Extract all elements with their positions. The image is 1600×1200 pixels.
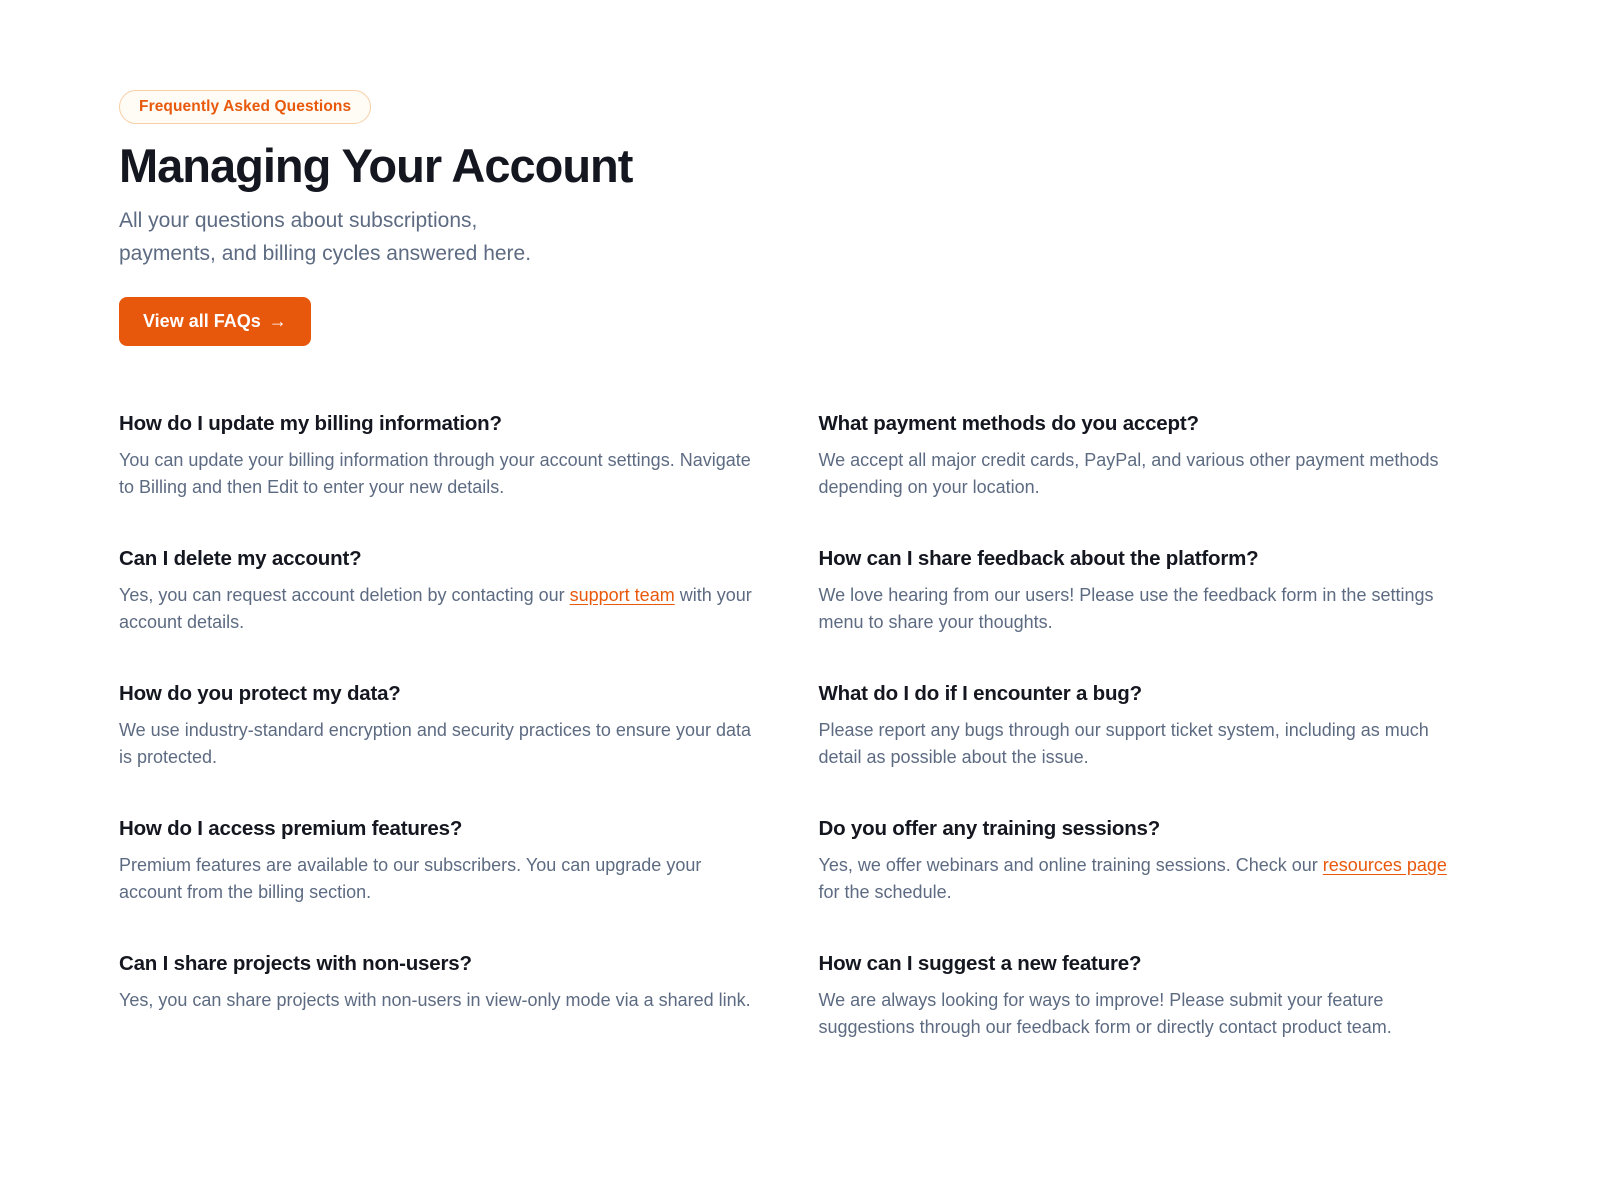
- faq-question: How can I suggest a new feature?: [818, 951, 1142, 975]
- faq-item: [819, 817, 1461, 907]
- faq-answer: [119, 852, 761, 907]
- faq-answer-text: You can update your billing information through your account settings. Navigate to Billing and then Edit to enter your new details.: [119, 449, 751, 498]
- faq-answer-text: We love hearing from our users! Please use the feedback form in the settings menu to share your thoughts.: [818, 584, 1434, 633]
- faq-item: [819, 682, 1461, 772]
- view-all-faqs-label: View all FAQs: [143, 310, 261, 331]
- faq-item: [819, 412, 1461, 502]
- faq-question: How do you protect my data?: [119, 681, 401, 705]
- faq-answer: [819, 852, 1461, 907]
- arrow-right-icon: →: [268, 311, 287, 332]
- faq-question: Do you offer any training sessions?: [818, 816, 1161, 840]
- faq-answer-text: Yes, you can request account deletion by contacting our: [119, 584, 570, 605]
- page-subtitle: [119, 204, 589, 270]
- faq-grid: [119, 412, 1460, 1042]
- subtitle-line-2: payments, and billing cycles answered here.: [119, 241, 532, 265]
- faq-answer: [819, 582, 1461, 637]
- faq-column-left: [119, 412, 761, 1042]
- faq-badge: Frequently Asked Questions: [119, 90, 371, 124]
- view-all-faqs-button[interactable]: [119, 297, 311, 346]
- faq-answer: [819, 447, 1461, 502]
- faq-item: [119, 682, 761, 772]
- faq-inline-link[interactable]: resources page: [1322, 854, 1447, 875]
- faq-answer: [119, 582, 761, 637]
- faq-answer: [119, 447, 761, 502]
- faq-answer-text: Yes, we offer webinars and online training sessions. Check our: [818, 854, 1323, 875]
- faq-answer-text: We use industry-standard encryption and security practices to ensure your data is protected.: [119, 719, 751, 768]
- faq-answer-text: for the schedule.: [818, 882, 952, 903]
- faq-question: What do I do if I encounter a bug?: [818, 681, 1142, 705]
- faq-answer: [819, 987, 1461, 1042]
- faq-column-right: [819, 412, 1461, 1042]
- faq-question: Can I delete my account?: [119, 546, 362, 570]
- page-title: Managing Your Account: [119, 139, 633, 192]
- faq-item: [819, 547, 1461, 637]
- faq-item: [119, 547, 761, 637]
- faq-item: [119, 817, 761, 907]
- faq-question: How do I update my billing information?: [119, 411, 502, 435]
- faq-answer-text: Yes, you can share projects with non-users in view-only mode via a shared link.: [119, 989, 751, 1010]
- subtitle-line-1: All your questions about subscriptions,: [119, 208, 478, 232]
- faq-question: How do I access premium features?: [119, 816, 463, 840]
- faq-question: Can I share projects with non-users?: [119, 951, 472, 975]
- faq-answer: [119, 987, 761, 1015]
- faq-answer: [119, 717, 761, 772]
- hero-section: [119, 90, 1460, 346]
- faq-inline-link[interactable]: support team: [569, 584, 675, 605]
- faq-item: [119, 952, 761, 1015]
- faq-answer-text: Premium features are available to our subscribers. You can upgrade your account from the billing section.: [119, 854, 702, 903]
- faq-answer: [819, 717, 1461, 772]
- faq-question: How can I share feedback about the platform?: [818, 546, 1259, 570]
- faq-answer-text: Please report any bugs through our support ticket system, including as much detail as possible about the issue.: [818, 719, 1429, 768]
- faq-answer-text: with your account details.: [119, 584, 752, 633]
- faq-item: [119, 412, 761, 502]
- faq-answer-text: We accept all major credit cards, PayPal, and various other payment methods depending on your location.: [818, 449, 1439, 498]
- faq-answer-text: We are always looking for ways to improve! Please submit your feature suggestions through our feedback form or directly contact product team.: [818, 989, 1392, 1038]
- faq-question: What payment methods do you accept?: [818, 411, 1199, 435]
- faq-item: [819, 952, 1461, 1042]
